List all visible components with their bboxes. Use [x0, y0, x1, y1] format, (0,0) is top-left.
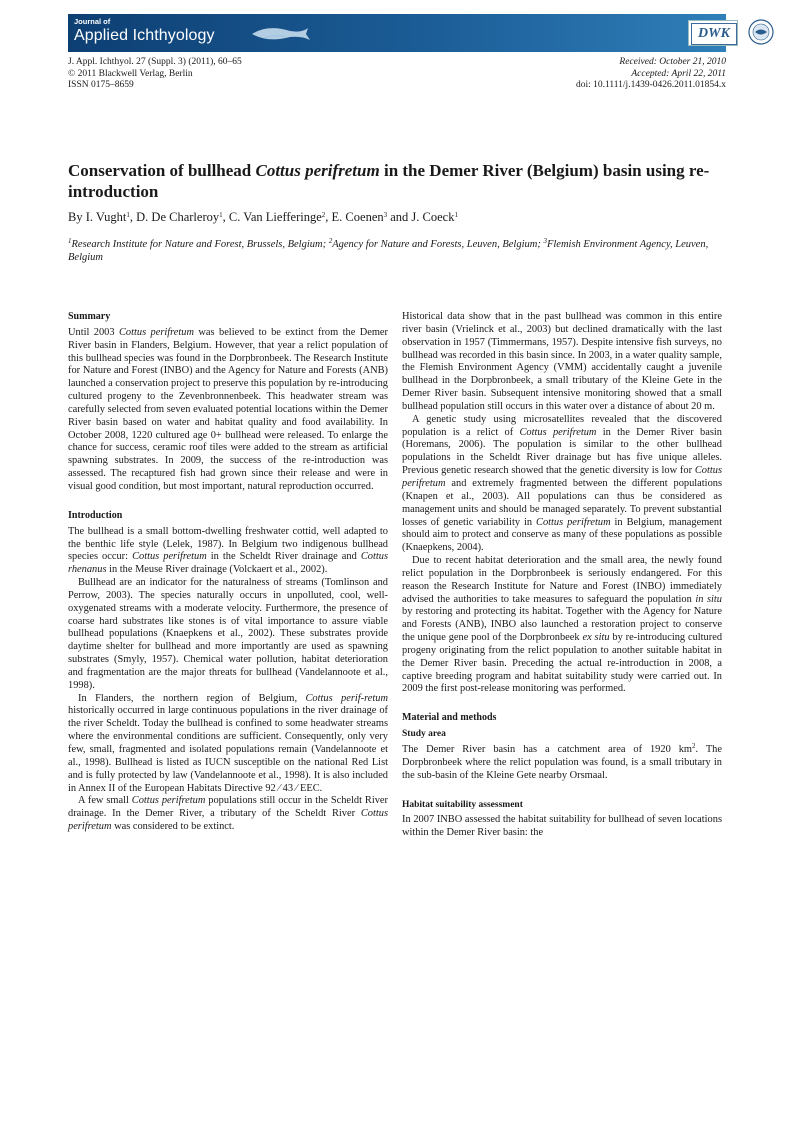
- author-list: By I. Vught$^1$, D. De Charleroy$^1$, C. Van Liefferinge$^2$, E. Coenen$^3$ and J. Coeck$^1$: [68, 210, 458, 224]
- body-paragraph: A genetic study using microsatellites revealed that the discovered population is a relict of Cottus perifretum in the Demer River basin (Horemans, 2006). The population is similar to the other bullhead populations in the Scheldt River drainage but has five unique alleles. Previous genetic research showed that the genetic diversity is low for Cottus perifretum and extremely fragmented between the different populations (Knapen et al., 2003). All populations can thus be considered as management units and should be managed separately. To prevent substantial losses of genetic variability in Cottus perifretum in Belgium, management should aim to protect and conserve as many of these populations as possible (Knaepkens, 2004).: [402, 413, 722, 554]
- section-heading: Material and methods: [402, 712, 497, 724]
- citation-line: J. Appl. Ichthyol. 27 (Suppl. 3) (2011), 60–65: [68, 57, 242, 67]
- body-paragraph: In Flanders, the northern region of Belgium, Cottus perif-retum historically occurred in large continuous populations in the river drainage of the river Scheldt. Today the bullhead is confined to some headwater streams where the environmental conditions are sufficient. Consequently, only very few, small, fragmented and isolated populations remain (Vandelannoote et al., 1998). Bullhead is listed as IUCN susceptible on the national Red List and is fully protected by law (Vandelannoote et al., 1998). It is also included in Annex II of the European Habitats Directive 92 ⁄ 43 ⁄ EEC.: [68, 692, 389, 794]
- body-paragraph: Bullhead are an indicator for the naturalness of streams (Tomlinson and Perrow, 2003). The species naturally occurs in unpolluted, cool, well-oxygenated streams with a moderate velocity. Furthermore, the presence of coarse hard substrates like stones is of vital importance to assure viable bullhead populations (Knaepkens et al., 2002). These substrates provide daytime shelter for bullhead and more importantly are used as spawning substrates (Smyly, 1957). Chemical water pollution, habitat deterioration and fragmentation are the major threats for bullhead (Vandelannoote et al., 1998).: [68, 577, 388, 691]
- right-column: [402, 311, 722, 840]
- section-heading: Summary: [68, 311, 111, 322]
- body-paragraph: Historical data show that in the past bullhead was common in this entire river basin (Vrielinck et al., 2003) but declined dramatically with the last observation in 1957 (Timmermans, 1957). Despite intensive fish surveys, no bullhead was recorded in this basin since. In 2003, in a water quality sample, the Flemish Environment Agency (VMM) accidentally caught a juvenile bullhead in the Dorpbronbeek, a small tributary of the Kleine Gete in the Demer River basin. Subsequent intensive monitoring showed that a small bullhead population still occurs in this water over a distance of about 20 m.: [402, 311, 722, 412]
- received-date: Received: October 21, 2010: [619, 57, 726, 67]
- body-paragraph: A few small Cottus perifretum populations still occur in the Scheldt River drainage. In the Demer River, a tributary of the Scheldt River Cottus perifretum was considered to be extinct.: [68, 795, 388, 833]
- subsection-heading: Study area: [402, 729, 446, 740]
- publisher-logo: DWK: [688, 20, 738, 46]
- article-title: Conservation of bullhead Cottus perifretum in the Demer River (Belgium) basin using re-introduction: [68, 161, 710, 201]
- spacer: [68, 494, 388, 510]
- spacer: [402, 696, 722, 712]
- issn-line: ISSN 0175–8659: [68, 80, 134, 90]
- accepted-date: Accepted: April 22, 2011: [631, 68, 726, 79]
- dates-block: [576, 57, 726, 92]
- subsection-heading: Habitat suitability assessment: [402, 799, 523, 810]
- citation-block: [68, 57, 242, 92]
- affiliations: $^1$Research Institute for Nature and Forest, Brussels, Belgium; $^2$Agency for Nature and Forests, Leuven, Belgium; $^3$Flemish Environment Agency, Leuven, Belgium: [68, 237, 709, 263]
- body-paragraph: Due to recent habitat deterioration and the small area, the newly found relict population in the Dorpbronbeek is seriously endangered. For this reason the Research Institute for Nature and Forest (INBO) immediately advised the authorities to take measures to safeguard the population in situ by restoring and protecting its habitat. Together with the Agency for Nature and Forests (ANB), INBO also launched a restoration project to conserve the unique gene pool of the Dorpbronbeek ex situ by re-introducing cultured progeny originating from the relict population to another suitable habitat in the Demer River basin. Preceding the actual re-introduction in 2008, a captive breeding program and habitat suitability study were carried out. In 2009 the first post-release monitoring was performed.: [402, 555, 723, 695]
- copyright-line: © 2011 Blackwell Verlag, Berlin: [68, 68, 193, 79]
- spacer: [402, 783, 722, 799]
- body-paragraph: The bullhead is a small bottom-dwelling freshwater cottid, well adapted to the benthic life style (Lelek, 1987). In Belgium two indigenous bullhead species occur: Cottus perifretum in the Scheldt River drainage and Cottus rhenanus in the Meuse River drainage (Volckaert et al., 2002).: [68, 525, 388, 576]
- body-paragraph: The Demer River basin has a catchment area of 1920 $km^2$. The Dorpbronbeek where the relict population was found, is a small tributary in the sub-basin of the Kleine Gete nearby Orsmaal.: [402, 742, 722, 781]
- fish-logo-icon: [250, 22, 320, 44]
- society-seal-icon: [744, 16, 778, 50]
- doi-link[interactable]: doi: 10.1111/j.1439-0426.2011.01854.x: [575, 80, 726, 90]
- journal-banner: [68, 14, 730, 52]
- body-paragraph: Until 2003 Cottus perifretum was believed to be extinct from the Demer River basin in Flanders, Belgium. However, that year a relict population of this bullhead species was found in the Dorpbronbeek. The Research Institute for Nature and Forest (INBO) and the Agency for Nature and Forests (ANB) launched a conservation project to preserve this population by re-introducing cultured progeny to the Zevenbronnenbeek. This headwater stream was carefully selected from seven evaluated potential locations within the Demer River basin based on water and habitat quality and food availability. In October 2008, 1220 cultured age 0+ bullhead were released. To enlarge the chance for success, ceramic roof tiles were added to the stream as artificial spawning substrates. In 2009, the success of the re-introduction was assessed. The recaptured fish had grown since their release and were in visual good condition, but most important, natural reproduction occurred.: [68, 326, 389, 492]
- banner-small-text: Journal of: [74, 17, 111, 26]
- journal-title: Applied Ichthyology: [74, 27, 215, 44]
- section-heading: Introduction: [68, 509, 123, 521]
- left-column: [68, 311, 388, 834]
- body-paragraph: In 2007 INBO assessed the habitat suitability for bullhead of seven locations within the Demer River basin: the: [402, 814, 722, 839]
